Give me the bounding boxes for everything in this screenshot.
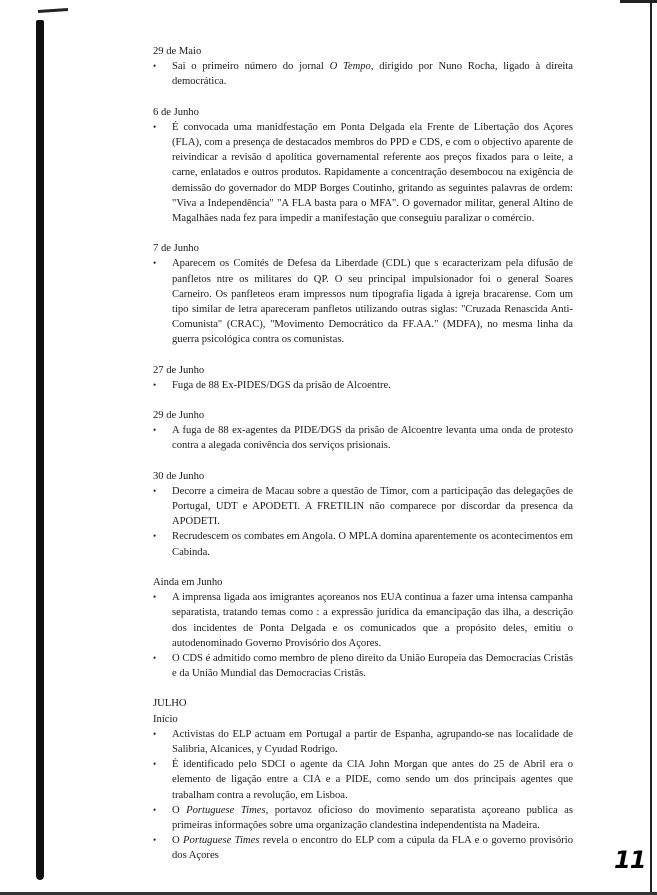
bullet-list [153, 120, 573, 226]
item-text: O [172, 804, 187, 816]
scan-edge-right [650, 0, 652, 895]
item-text: É convocada uma manidfestação em Ponta Delgada ela Frente de Libertação dos Açores (FLA), com a presença de destacados membros do PPD e CDS, e com o objectivo aparente de reivindicar a revisão d apolítica governamental referente aos preços fixados para o leite, a carne, enlatados e outros produtos. Rapidamente a concentração desembocou na exigência de demissão do governador do MDP Borges Coutinho, gritando as seguintes palavras de ordem: "Viva a Independência" "A FLA basta para o MFA". O governador militar, general Altino de Magalhães nada fez para impedir a manifestação que conseguiu paralizar o comércio. [172, 121, 573, 225]
bullet-item [153, 651, 573, 681]
bullet-list [153, 378, 573, 393]
bullet-item [153, 120, 573, 226]
entry-date: 29 de Junho [153, 410, 205, 422]
item-text: O CDS é admitido como membro de pleno direito da União Europeia das Democracias Cristãs e da União Mundial das Democracias Cristãs. [172, 652, 573, 680]
bullet-item [153, 757, 573, 803]
entry-date: Início [153, 713, 178, 725]
binding-bar [36, 20, 44, 880]
bullet-list [153, 256, 573, 347]
month-heading: JULHO [153, 698, 187, 710]
item-text: A fuga de 88 ex-agentes da PIDE/DGS da prisão de Alcoentre levanta uma onda de protesto contra a alegada conivência dos serviços prisionais. [172, 425, 573, 452]
bullet-item [153, 378, 573, 393]
entry-date: 27 de Junho [153, 364, 205, 376]
chronology-entry [153, 44, 573, 90]
bullet-item [153, 256, 573, 347]
chronology-entry [153, 363, 573, 393]
item-text: Recrudescem os combates em Angola. O MPLA domina aparentemente os acontecimentos em Cabinda. [172, 531, 573, 558]
publication-title: Portuguese Times [186, 804, 266, 816]
item-text-cont: , portavoz oficioso do movimento separatista açoreano publica as primeiras informações sobre uma organização clandestina independentista na Madeira. [172, 804, 573, 831]
publication-title: Portuguese Times [183, 835, 260, 847]
entry-date: Ainda em Junho [153, 576, 223, 588]
entry-date: 30 de Junho [153, 470, 205, 482]
entry-date: 7 de Junho [153, 243, 199, 255]
bullet-item [153, 727, 573, 757]
bullet-list [153, 727, 573, 864]
chronology-entry [153, 575, 573, 681]
item-text: Decorre a cimeira de Macau sobre a questão de Timor, com a participação das delegações de Portugal, UDT e APODETI. A FRETILIN não comparece por discordar da presenca da APODETI. [172, 485, 573, 528]
entry-date: 6 de Junho [153, 106, 199, 118]
bullet-item [153, 833, 573, 863]
chronology-entry [153, 408, 573, 454]
bullet-item [153, 803, 573, 833]
item-text: É identificado pelo SDCI o agente da CIA John Morgan que antes do 25 de Abril era o elemento de ligação entre a CIA e a PIDE, como sendo um dos principais agentes que trabalham contra a revolução, em Lisboa. [172, 759, 573, 801]
item-text: Fuga de 88 Ex-PIDES/DGS da prisão de Alcoentre. [172, 379, 391, 391]
item-text: A imprensa ligada aos imigrantes açoreanos nos EUA continua a fazer uma intensa campanha separatista, tratando temas como : a expressão jurídica da emancipação das ilha, a descrição dos incidentes de Ponta Delgada e os comunicados que a propósito deles, emitiu o autodenominado Governo Provisório dos Açores. [172, 592, 573, 649]
bullet-list [153, 590, 573, 681]
bullet-item [153, 590, 573, 651]
chronology-entry [153, 469, 573, 560]
item-text-cont: revela o encontro do ELP com a cúpula da FLA e o governo provisório dos Açores [172, 835, 573, 862]
item-text: O [172, 835, 184, 847]
binding-mark [38, 8, 68, 13]
item-text: Activistas do ELP actuam em Portugal a partir de Espanha, agrupando-se nas localidade de Salibria, Alcanices, y Cyudad Rodrigo. [172, 728, 573, 755]
item-text: Aparecem os Comités de Defesa da Liberdade (CDL) que s ecaracterizam pela difusão de panfletos ntre os militares do QP. O seu principal impulsionador foi o general Soares Carneiro. Os panfleteos eram impressos num tipografia ligada à igreja bracarense. Com um tipo similar de letra apareceram panfletos utilizando outras siglas: "Cruzada Renascida Anti-Comunista" (CRAC), "Movimento Democrático da FF.AA." (MDFA), no mesma linha da guerra psicológica contra os comunistas. [172, 258, 573, 346]
chronology-entry [153, 696, 573, 863]
document-body [153, 44, 573, 879]
bullet-list [153, 59, 573, 89]
bullet-item [153, 529, 573, 559]
entry-date: 29 de Maio [153, 46, 202, 57]
bullet-item [153, 423, 573, 453]
item-text-cont: , dirigido por Nuno Rocha, ligado à direita democrática. [172, 61, 573, 88]
chronology-entry [153, 241, 573, 347]
bullet-list [153, 484, 573, 560]
bullet-list [153, 423, 573, 453]
bullet-item [153, 59, 573, 89]
page-number: 11 [614, 846, 646, 874]
item-text: Sai o primeiro número do jornal [172, 61, 330, 73]
chronology-entry [153, 105, 573, 227]
bullet-item [153, 484, 573, 530]
publication-title: O Tempo [329, 61, 371, 73]
